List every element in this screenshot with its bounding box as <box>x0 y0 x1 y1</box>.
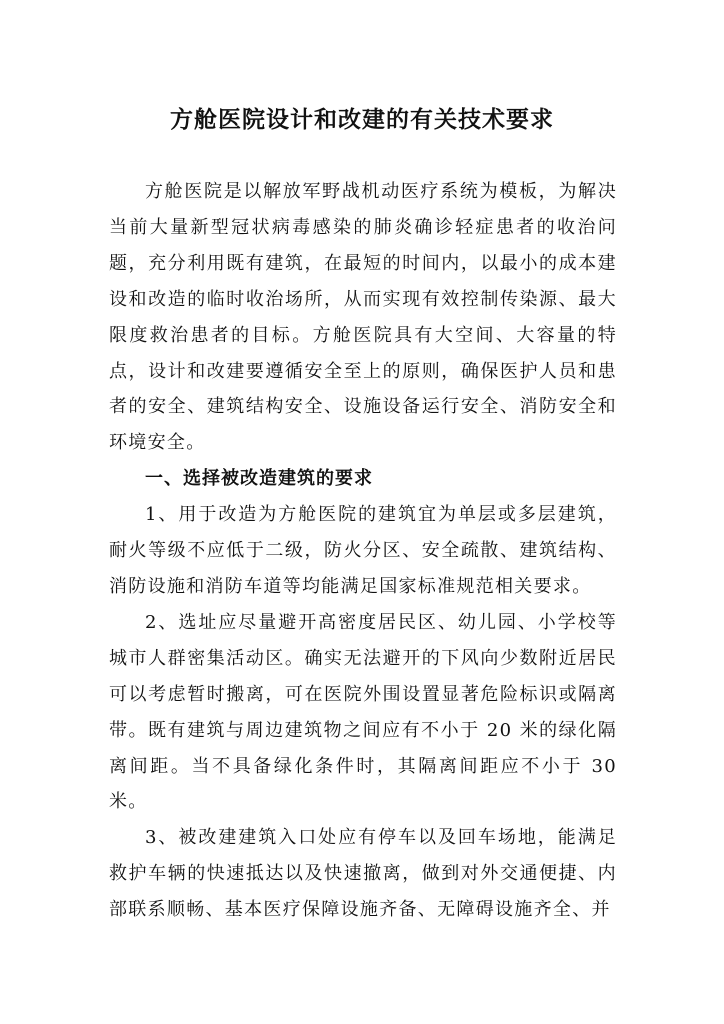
requirement-item-3: 3、被改建建筑入口处应有停车以及回车场地，能满足救护车辆的快速抵达以及快速撤离，做到对外交通便捷、内部联系顺畅、基本医疗保障设施齐备、无障碍设施齐全、并 <box>109 827 617 921</box>
requirement-item-2: 2、选址应尽量避开高密度居民区、幼儿园、小学校等城市人群密集活动区。确实无法避开的下风向少数附近居民可以考虑暂时搬离，可在医院外围设置显著危险标识或隔离带。既有建筑与周边建筑物之间应有不小于 20 米的绿化隔离间距。当不具备绿化条件时，其隔离间距应不小于 30 米。 <box>109 611 617 813</box>
document-title: 方舱医院设计和改建的有关技术要求 <box>170 106 554 134</box>
section-heading: 一、选择被改造建筑的要求 <box>145 468 373 490</box>
intro-paragraph: 方舱医院是以解放军野战机动医疗系统为模板，为解决当前大量新型冠状病毒感染的肺炎确诊轻症患者的收治问题，充分利用既有建筑，在最短的时间内，以最小的成本建设和改造的临时收治场所，从而实现有效控制传染源、最大限度救治患者的目标。方舱医院具有大空间、大容量的特点，设计和改建要遵循安全至上的原则，确保医护人员和患者的安全、建筑结构安全、设施设备运行安全、消防安全和环境安全。 <box>109 181 617 454</box>
document-body <box>109 174 617 928</box>
requirement-item-1: 1、用于改造为方舱医院的建筑宜为单层或多层建筑，耐火等级不应低于二级，防火分区、安全疏散、建筑结构、消防设施和消防车道等均能满足国家标准规范相关要求。 <box>109 504 617 597</box>
